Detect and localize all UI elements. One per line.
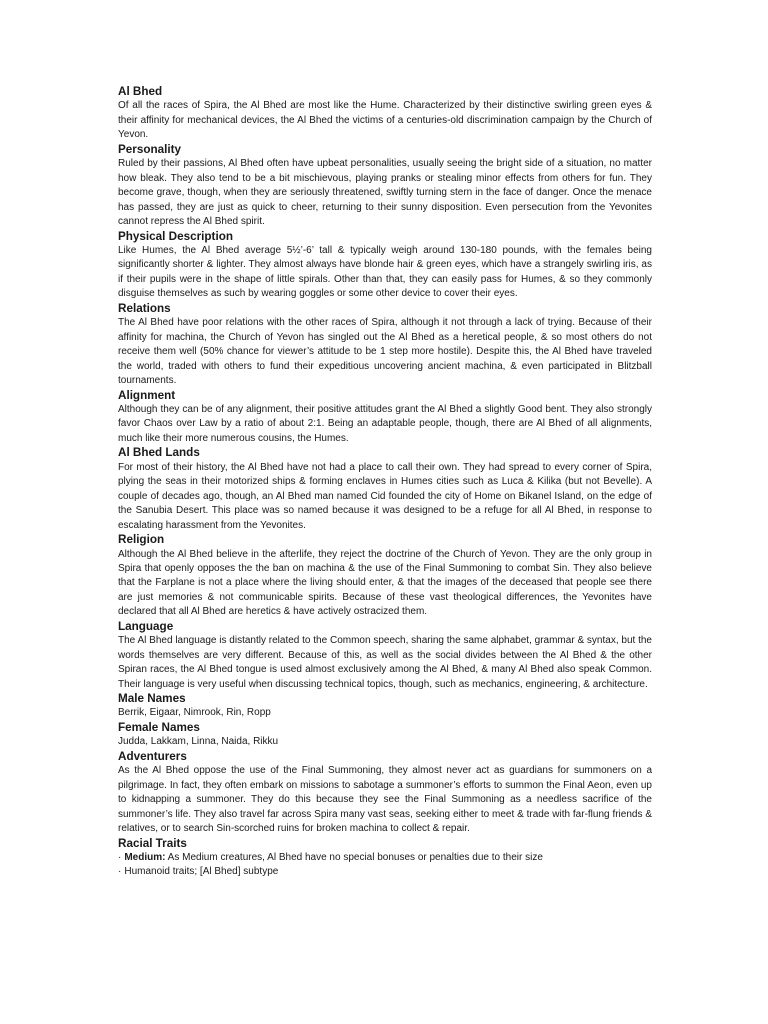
section-body-female-names: Judda, Lakkam, Linna, Naida, Rikku: [118, 736, 279, 748]
section-body-male-names: Berrik, Eigaar, Nimrook, Rin, Ropp: [118, 707, 271, 719]
section-heading-al-bhed-lands: Al Bhed Lands: [118, 446, 200, 460]
racial-trait-item: [118, 865, 652, 879]
racial-trait-item: [118, 851, 652, 865]
section-body-alignment: Although they can be of any alignment, their positive attitudes grant the Al Bhed a slightly Good bent. They also strongly favor Chaos over Law by a ratio of about 2:1. Being an adaptable people, though, there are Al Bhed of all alignments, much like their more numerous cousins, the Humes.: [118, 403, 652, 444]
section-heading-personality: Personality: [118, 142, 182, 156]
section-heading-alignment: Alignment: [118, 388, 176, 402]
section-heading-female-names: Female Names: [118, 720, 200, 734]
racial-trait-name: Medium:: [124, 852, 166, 864]
document-page: [118, 85, 652, 880]
bullet-glyph: ·: [118, 866, 122, 878]
section-body-al-bhed-lands: For most of their history, the Al Bhed have not had a place to call their own. They had spread to every corner of Spira, plying the seas in their motorized ships & forming enclaves in Humes cities such as Luca & Kilika (but not Bevelle). A couple of decades ago, though, an Al Bhed man named Cid founded the city of Home on Bikanel Island, on the edge of the Sanubia Desert. This place was so named because it was designed to be a refuge for all Al Bhed, in response to escalating harassment from the Yevonites.: [118, 461, 652, 531]
section-body-physical-description: Like Humes, the Al Bhed average 5½’-6’ tall & typically weigh around 130-180 pounds, with the females being significantly shorter & lighter. They almost always have blonde hair & green eyes, which have a strangely swirling iris, as if their pupils were in the shape of little spirals. Other than that, they can easily pass for Humes, & so they commonly disguise themselves as such by wearing goggles or some other device to cover their eyes.: [118, 244, 652, 300]
bullet-glyph: ·: [118, 852, 122, 864]
racial-trait-text: As Medium creatures, Al Bhed have no special bonuses or penalties due to their size: [165, 852, 543, 864]
racial-trait-text: Humanoid traits; [Al Bhed] subtype: [124, 866, 279, 878]
section-heading-relations: Relations: [118, 301, 171, 315]
section-heading-physical-description: Physical Description: [118, 229, 233, 243]
section-body-language: The Al Bhed language is distantly related to the Common speech, sharing the same alphabet, grammar & syntax, but the words themselves are very different. Because of this, as well as the social divides between the Al Bhed & the other Spiran races, the Al Bhed tongue is used almost exclusively among the Al Bhed, & many Al Bhed also speak Common. Their language is very useful when discussing technical topics, though, such as mechanics, engineering, & architecture.: [118, 635, 652, 690]
section-heading-religion: Religion: [118, 533, 165, 547]
section-heading-adventurers: Adventurers: [118, 749, 187, 763]
section-body-relations: The Al Bhed have poor relations with the other races of Spira, although it not through a lack of trying. Because of their affinity for machina, the Church of Yevon has singled out the Al Bhed as a heretical people, & so most others do not receive them well (50% chance for viewer’s attitude to be 1 step more hostile). Despite this, the Al Bhed have traveled the world, traded with others to fund their expeditious uncovering ancient machina, & even participated in Blitzball tournaments.: [118, 317, 652, 387]
section-body-adventurers: As the Al Bhed oppose the use of the Final Summoning, they almost never act as guardians for summoners on a pilgrimage. In fact, they often embark on missions to sabotage a summoner’s efforts to summon the Final Aeon, even up to kidnapping a summoner. They do this because they see the Final Summoning as a needless sacrifice of the summoner’s life. They also travel far across Spira many vast seas, seeking either to meet & trade with far-flung friends & relatives, or to search Sin-scorched ruins for broken machina to collect & repair.: [118, 765, 652, 835]
section-heading-male-names: Male Names: [118, 692, 186, 706]
section-heading-language: Language: [118, 619, 174, 633]
section-heading-al-bhed: Al Bhed: [118, 85, 163, 98]
section-body-religion: Although the Al Bhed believe in the afterlife, they reject the doctrine of the Church of Yevon. They are the only group in Spira that openly opposes the the ban on machina & the use of the Final Summoning to combat Sin. They also believe that the Farplane is not a place where the living should enter, & that the images of the deceased that people see there are just memories & not communicable spirits. Because of these vast theological differences, the Yevonites have declared that all Al Bhed are heretics & have actively ostracized them.: [118, 548, 652, 618]
section-body-al-bhed: Of all the races of Spira, the Al Bhed are most like the Hume. Characterized by their distinctive swirling green eyes & their affinity for mechanical devices, the Al Bhed the victims of a centuries-old discrimination campaign by the Church of Yevon.: [118, 100, 652, 141]
section-heading-racial-traits: Racial Traits: [118, 836, 187, 850]
section-body-personality: Ruled by their passions, Al Bhed often have upbeat personalities, usually seeing the bright side of a situation, no matter how bleak. They also tend to be a bit mischievous, playing pranks or stealing minor effects from others for fun. They become grave, though, when they are seriously threatened, swiftly turning stern in the face of danger. Once the menace has passed, they are just as quick to cheer, returning to their sunny disposition. Even persecution from the Yevonites cannot repress the Al Bhed spirit.: [118, 158, 652, 228]
